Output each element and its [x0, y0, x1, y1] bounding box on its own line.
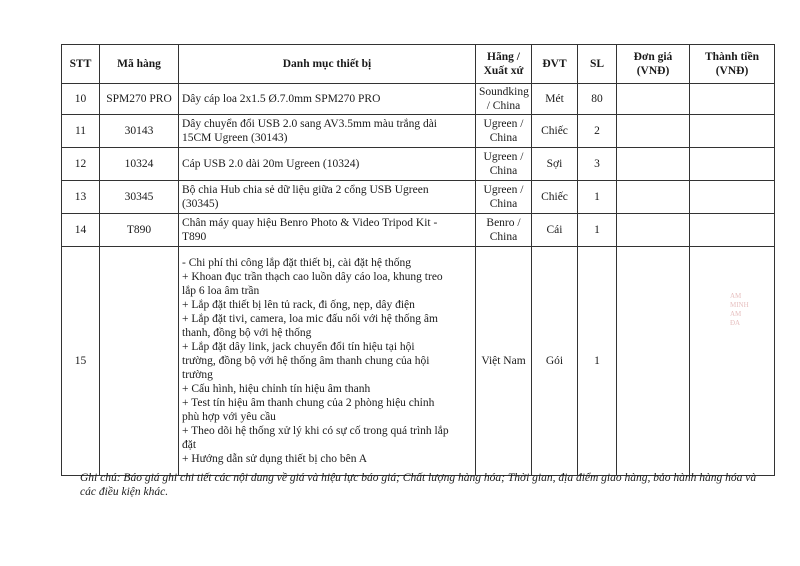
header-hang-line1: Hãng / — [487, 51, 520, 63]
header-don-gia-line2: (VNĐ) — [636, 65, 670, 77]
cell-description-line: Cáp USB 2.0 dài 20m Ugreen (10324) — [182, 158, 360, 170]
cell-thanh-tien — [690, 247, 775, 476]
cell-thanh-tien — [690, 181, 775, 214]
table-body — [62, 84, 775, 476]
cell-description — [179, 214, 476, 247]
cell-description-line: - Chi phí thi công lắp đặt thiết bị, cài đặt hệ thống — [182, 257, 411, 269]
cell-description-line: Chân máy quay hiệu Benro Photo & Video Tripod Kit - — [182, 217, 438, 229]
header-dvt: ĐVT — [532, 45, 578, 84]
cell-description — [179, 148, 476, 181]
table-row — [62, 247, 775, 476]
cell-description-line: + Hướng dẫn sử dụng thiết bị cho bên A — [182, 453, 368, 465]
cell-sl: 1 — [578, 214, 617, 247]
cell-description-line: (30345) — [182, 198, 219, 210]
cell-dvt: Chiếc — [532, 181, 578, 214]
table-row — [62, 84, 775, 115]
table-row — [62, 148, 775, 181]
cell-description-line: T890 — [182, 231, 207, 243]
header-stt: STT — [62, 45, 100, 84]
cell-hang-xuat-xu — [476, 148, 532, 181]
cell-description-line: + Theo dõi hệ thống xử lý khi có sự cố trong quá trình lắp — [182, 425, 449, 437]
cell-hang-xuat-xu-line: China — [489, 198, 518, 210]
stamp-line: ĐA — [730, 319, 741, 327]
cell-hang-xuat-xu — [476, 84, 532, 115]
header-hang-xuat-xu — [476, 45, 532, 84]
cell-hang-xuat-xu-line: Soundking — [479, 86, 529, 98]
table-row — [62, 214, 775, 247]
footnote: Ghi chú: Báo giá ghi chi tiết các nội dung về giá và hiệu lực báo giá; Chất lượng hàng hóa; Thời gian, địa điểm giao hàng, bảo hành hàng hóa và các điều kiện khác. — [80, 472, 757, 498]
table-row — [62, 181, 775, 214]
cell-stt: 13 — [62, 181, 100, 214]
cell-description — [179, 115, 476, 148]
cell-description-line: trường, đồng bộ với hệ thống âm thanh chung của hội — [182, 355, 430, 367]
cell-hang-xuat-xu-line: China — [489, 165, 518, 177]
cell-description-line: + Lắp đặt thiết bị lên tủ rack, đi ống, nẹp, dây điện — [182, 299, 415, 311]
cell-hang-xuat-xu-line: China — [489, 231, 518, 243]
cell-description-line: thanh, đồng bộ với hệ thống — [182, 327, 312, 339]
header-hang-line2: Xuất xứ — [483, 65, 524, 77]
cell-description-line: + Khoan đục trần thạch cao luồn dây cáo loa, khung treo — [182, 271, 443, 283]
cell-description-line: Dây cáp loa 2x1.5 Ø.7.0mm SPM270 PRO — [182, 93, 381, 105]
cell-stt: 15 — [62, 247, 100, 476]
cell-description — [179, 247, 476, 476]
cell-hang-xuat-xu-line: / China — [486, 100, 521, 112]
cell-hang-xuat-xu — [476, 181, 532, 214]
cell-description-line: + Test tín hiệu âm thanh chung của 2 phòng hiệu chỉnh — [182, 397, 435, 409]
stamp-mark — [730, 292, 790, 328]
cell-dvt: Sợi — [532, 148, 578, 181]
cell-sl: 3 — [578, 148, 617, 181]
header-don-gia-line1: Đơn giá — [633, 51, 673, 63]
cell-hang-xuat-xu — [476, 115, 532, 148]
cell-don-gia — [617, 115, 690, 148]
header-thanh-tien-line1: Thành tiền — [704, 51, 759, 63]
cell-thanh-tien — [690, 214, 775, 247]
cell-ma-hang: 30143 — [100, 115, 179, 148]
cell-stt: 11 — [62, 115, 100, 148]
cell-sl: 80 — [578, 84, 617, 115]
cell-stt: 14 — [62, 214, 100, 247]
cell-description-line: + Lắp đặt dây link, jack chuyển đổi tín hiệu tại hội — [182, 341, 415, 353]
stamp-line: AM — [730, 292, 742, 300]
cell-description-line: phù hợp với yêu cầu — [182, 411, 276, 423]
cell-sl: 1 — [578, 181, 617, 214]
header-danh-muc: Danh mục thiết bị — [179, 45, 476, 84]
cell-sl: 1 — [578, 247, 617, 476]
cell-hang-xuat-xu — [476, 247, 532, 476]
cell-description — [179, 84, 476, 115]
cell-don-gia — [617, 214, 690, 247]
cell-thanh-tien — [690, 84, 775, 115]
header-thanh-tien — [690, 45, 775, 84]
table-row — [62, 115, 775, 148]
cell-hang-xuat-xu-line: Benro / — [486, 217, 521, 229]
cell-description-line: + Lắp đặt tivi, camera, loa mic đấu nối với hệ thống âm — [182, 313, 438, 325]
cell-dvt: Chiếc — [532, 115, 578, 148]
cell-don-gia — [617, 84, 690, 115]
header-sl: SL — [578, 45, 617, 84]
cell-hang-xuat-xu-line: Việt Nam — [481, 355, 526, 367]
cell-stt: 10 — [62, 84, 100, 115]
cell-hang-xuat-xu-line: China — [489, 132, 518, 144]
cell-hang-xuat-xu-line: Ugreen / — [483, 151, 524, 163]
stamp-line: AM — [730, 310, 742, 318]
cell-description-line: + Cấu hình, hiệu chỉnh tín hiệu âm thanh — [182, 383, 371, 395]
cell-description-line: đặt — [182, 439, 197, 451]
cell-ma-hang: 30345 — [100, 181, 179, 214]
stamp-line: MINH — [730, 301, 749, 309]
header-ma-hang: Mã hàng — [100, 45, 179, 84]
cell-description-line: lắp 6 loa âm trần — [182, 285, 260, 297]
cell-ma-hang: 10324 — [100, 148, 179, 181]
cell-description-line: Dây chuyển đổi USB 2.0 sang AV3.5mm màu trắng dài — [182, 118, 437, 130]
cell-don-gia — [617, 148, 690, 181]
cell-ma-hang: T890 — [100, 214, 179, 247]
cell-stt: 12 — [62, 148, 100, 181]
table-header-row — [62, 45, 775, 84]
cell-description-line: trường — [182, 369, 213, 381]
cell-hang-xuat-xu-line: Ugreen / — [483, 118, 524, 130]
cell-dvt: Cái — [532, 214, 578, 247]
cell-ma-hang: SPM270 PRO — [100, 84, 179, 115]
cell-don-gia — [617, 181, 690, 214]
cell-hang-xuat-xu — [476, 214, 532, 247]
cell-sl: 2 — [578, 115, 617, 148]
cell-description-line: 15CM Ugreen (30143) — [182, 132, 288, 144]
header-thanh-tien-line2: (VNĐ) — [715, 65, 749, 77]
cell-ma-hang — [100, 247, 179, 476]
cell-don-gia — [617, 247, 690, 476]
cell-thanh-tien — [690, 115, 775, 148]
cell-description — [179, 181, 476, 214]
cell-thanh-tien — [690, 148, 775, 181]
cell-hang-xuat-xu-line: Ugreen / — [483, 184, 524, 196]
quotation-table — [61, 44, 775, 476]
header-don-gia — [617, 45, 690, 84]
cell-description-line: Bộ chia Hub chia sẻ dữ liệu giữa 2 cổng USB Ugreen — [182, 184, 429, 196]
cell-dvt: Mét — [532, 84, 578, 115]
cell-dvt: Gói — [532, 247, 578, 476]
